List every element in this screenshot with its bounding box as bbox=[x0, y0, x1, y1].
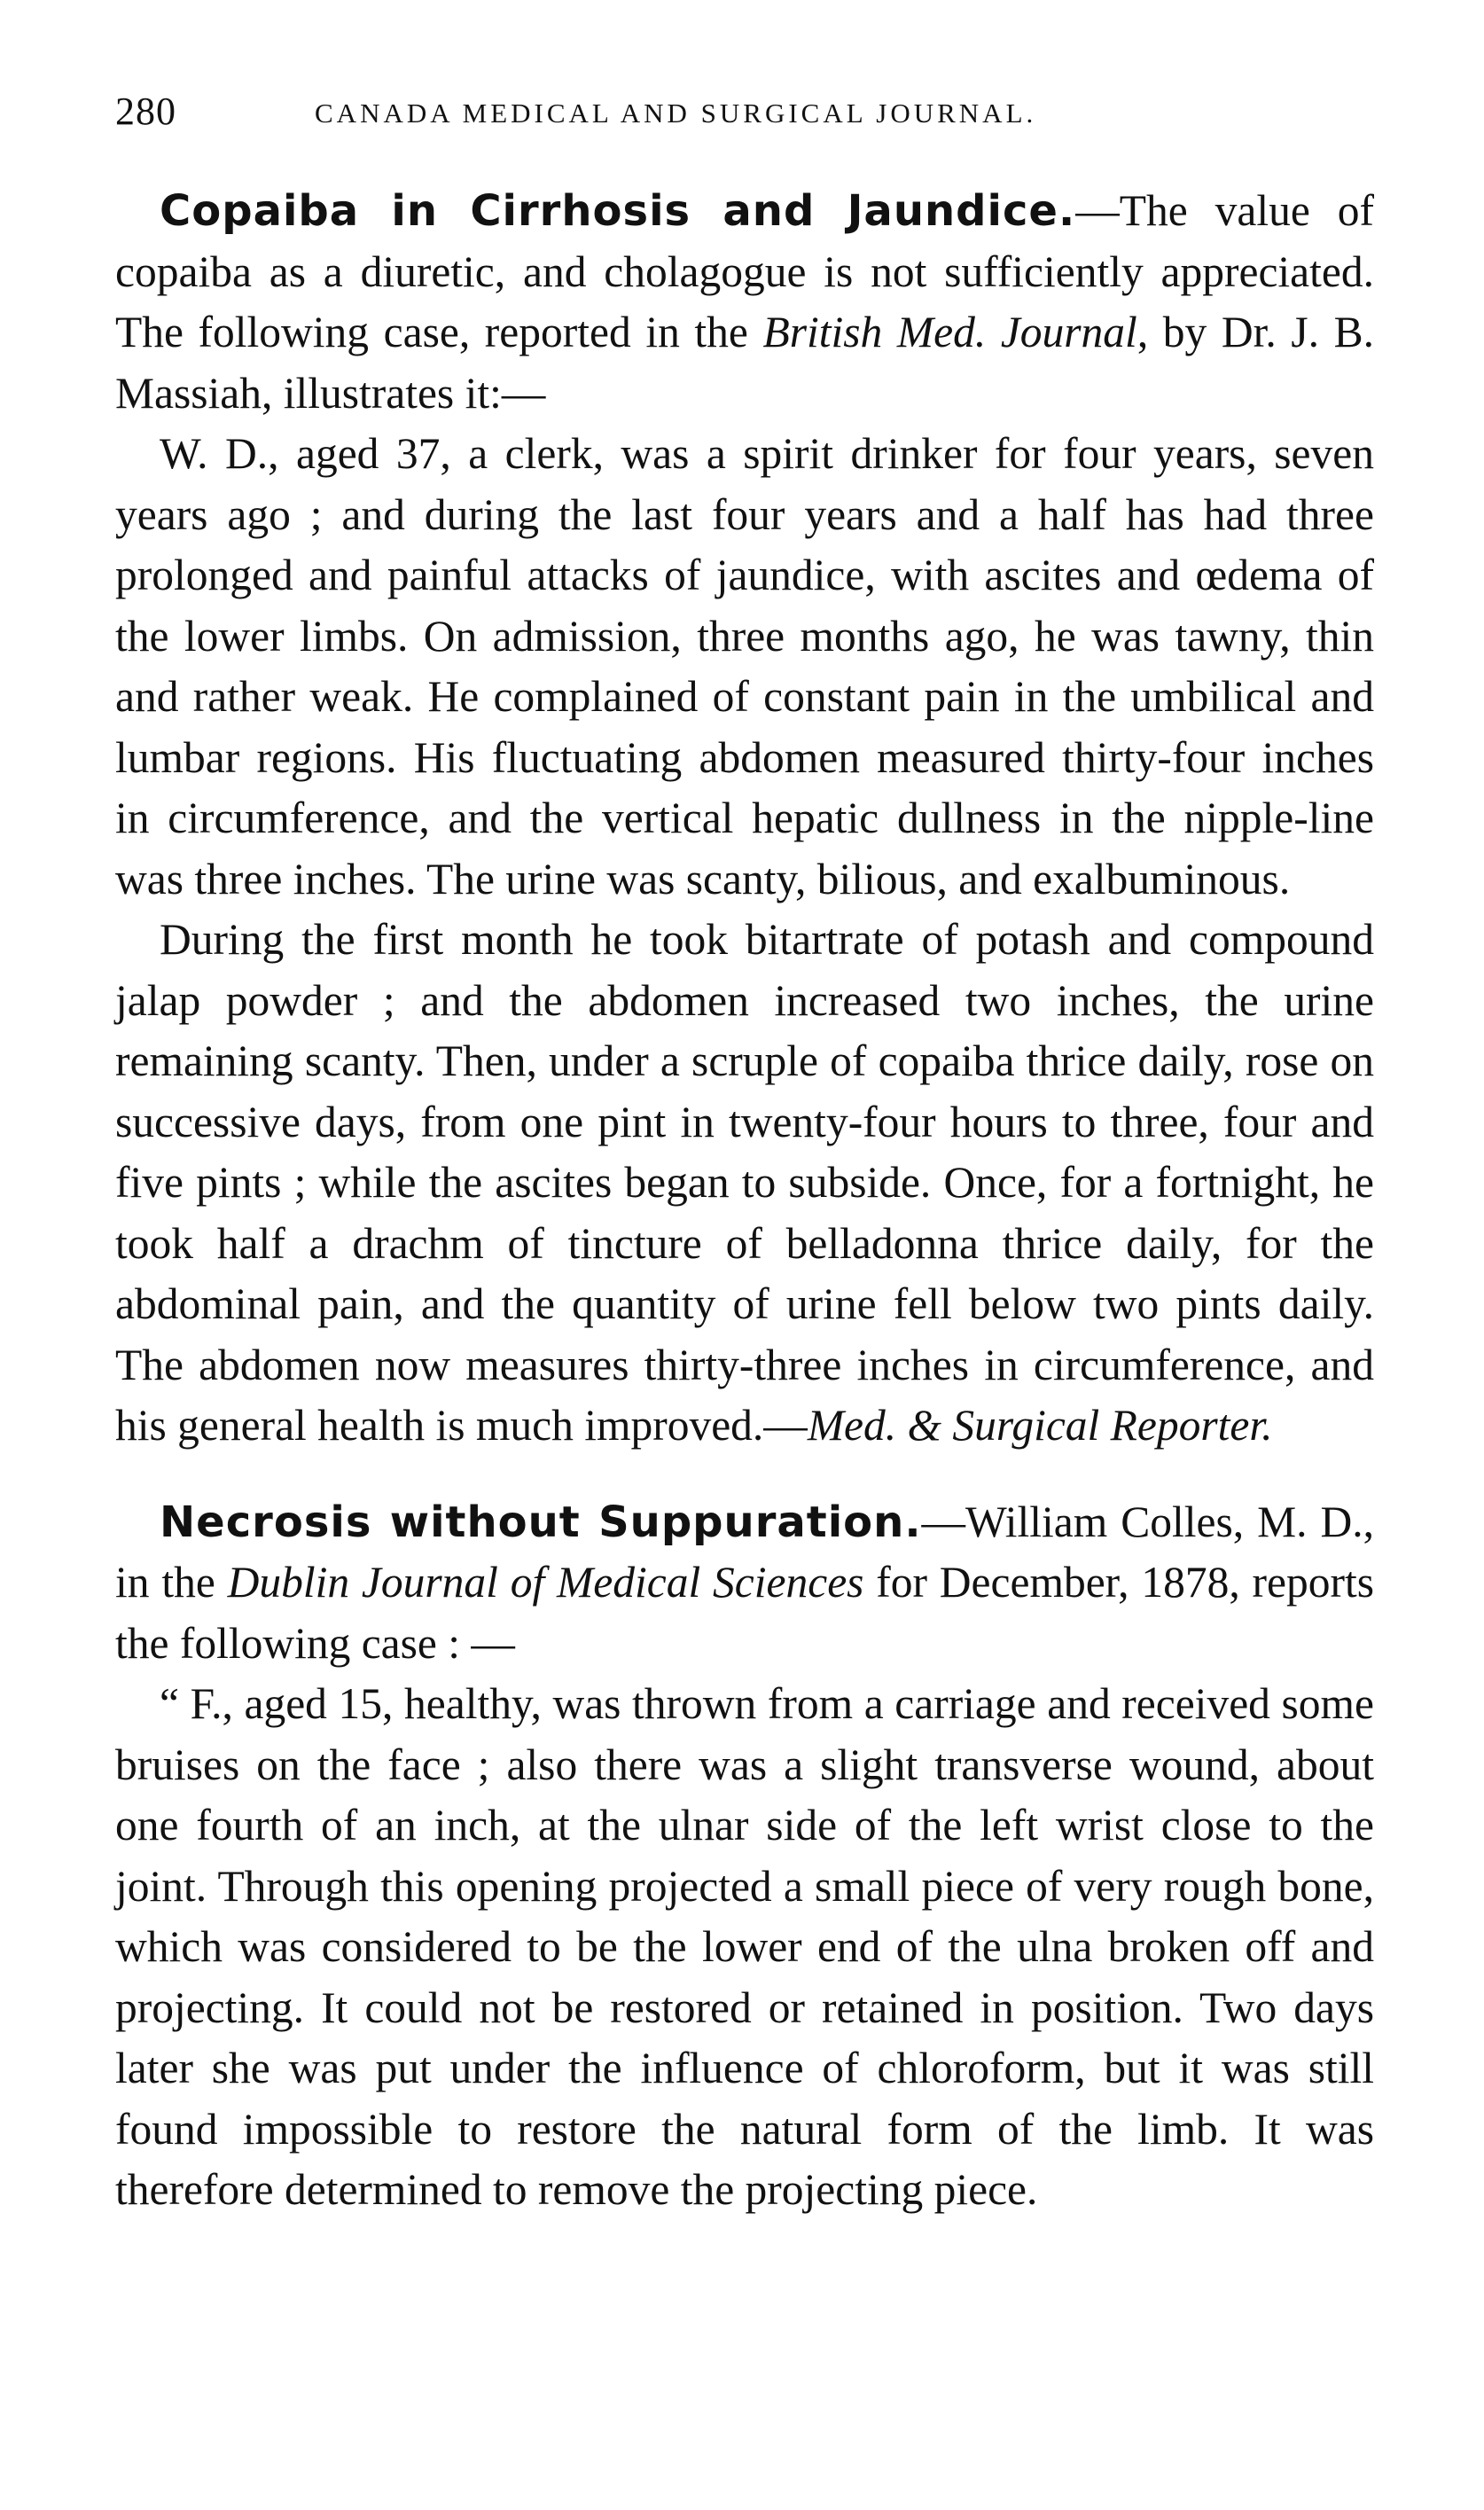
page-number: 280 bbox=[115, 90, 176, 133]
article-copaiba bbox=[115, 181, 1374, 1457]
cited-journal: British Med. Journal bbox=[762, 308, 1137, 356]
journal-page bbox=[115, 89, 1374, 2221]
running-head bbox=[115, 89, 1374, 142]
article-necrosis bbox=[115, 1492, 1374, 2221]
article-heading: Necrosis without Suppuration. bbox=[160, 1497, 922, 1547]
source-citation: Med. & Surgical Reporter. bbox=[807, 1401, 1273, 1450]
case-paragraph: W. D., aged 37, a clerk, was a spirit drinker for four years, seven years ago ; and during the last four years and a half has had three prolonged and painful attacks of jaundice, with ascites and œdema of the lower limbs. On admission, three months ago, he was tawny, thin and rather weak. He complained of constant pain in the umbilical and lumbar regions. His fluctuating abdomen measured thirty-four inches in circumference, and the vertical hepatic dullness in the nipple-line was three inches. The urine was scanty, bilious, and exalbuminous. bbox=[115, 429, 1374, 903]
cited-journal: Dublin Journal of Medical Sciences bbox=[227, 1558, 864, 1607]
intro-text: —William Colles, M. D., in the bbox=[115, 1497, 1374, 1607]
case-paragraph bbox=[115, 910, 1374, 1457]
article-heading: Copaiba in Cirrhosis and Jaundice. bbox=[160, 186, 1076, 236]
journal-title: CANADA MEDICAL AND SURGICAL JOURNAL. bbox=[315, 98, 1037, 129]
intro-text: —The value of copaiba as a diuretic, and cholagogue is not sufficiently appreciated. The following case, reported in the bbox=[115, 186, 1374, 356]
intro-text-end: , by Dr. J. B. Massiah, illustrates it:— bbox=[115, 308, 1375, 418]
case-text: During the first month he took bitartrate of potash and compound jalap powder ; and the abdomen increased two inches, the urine remaining scanty. Then, under a scruple of copaiba thrice daily, rose on successive days, from one pint in twenty-four hours to three, four and five pints ; while the ascites began to subside. Once, for a fortnight, he took half a drachm of tincture of belladonna thrice daily, for the abdominal pain, and the quantity of urine fell below two pints daily. The abdomen now measures thirty-three inches in circumference, and his general health is much improved.— bbox=[115, 915, 1374, 1450]
article-divider bbox=[115, 1457, 1374, 1492]
intro-text-end: for December, 1878, reports the following case : — bbox=[115, 1558, 1374, 1668]
article-intro bbox=[115, 181, 1374, 424]
case-paragraph: “ F., aged 15, healthy, was thrown from a carriage and received some bruises on the face ; also there was a slight transverse wound, about one fourth of an inch, at the ulnar side of the left wrist close to the joint. Through this opening projected a small piece of very rough bone, which was considered to be the lower end of the ulna broken off and projecting. It could not be restored or retained in position. Two days later she was put under the influence of chloroform, but it was still found impossible to restore the natural form of the limb. It was therefore determined to remove the projecting piece. bbox=[115, 1679, 1374, 2214]
article-intro bbox=[115, 1492, 1374, 1675]
